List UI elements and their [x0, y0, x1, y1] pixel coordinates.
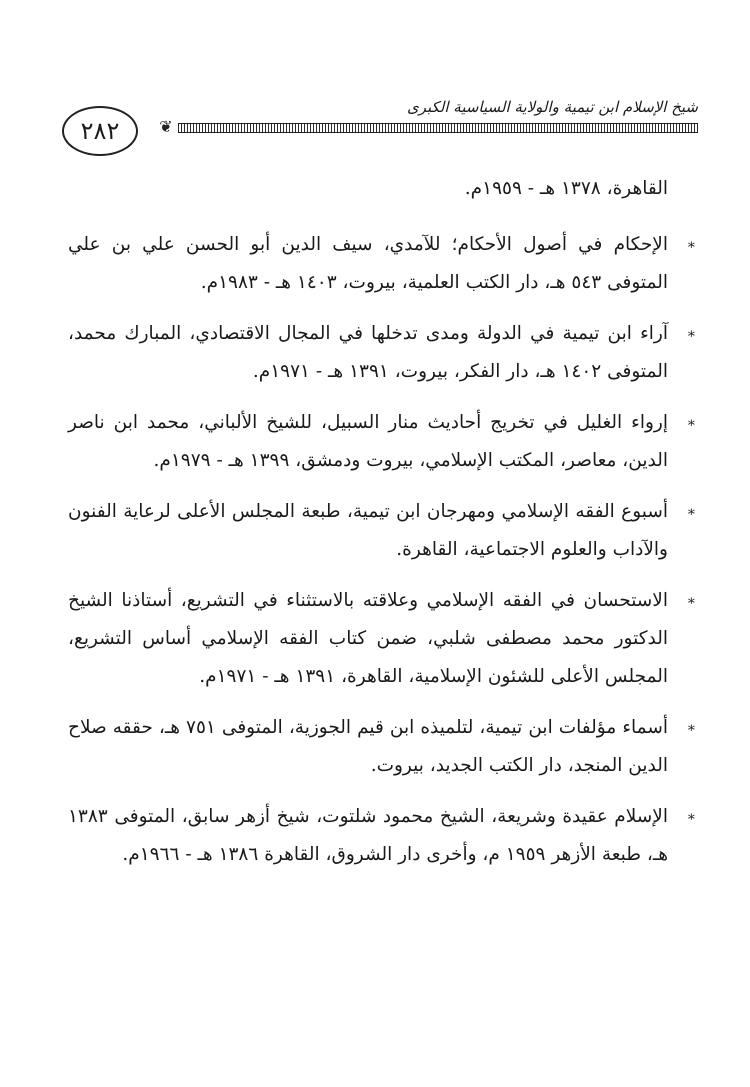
entry-text: الاستحسان في الفقه الإسلامي وعلاقته بالاستثناء في التشريع، أستاذنا الشيخ الدكتور محمد مصطفى شلبي، ضمن كتاب الفقه الإسلامي أساس التشريع، المجلس الأعلى للشئون الإسلامية، القاهرة، ١٣٩١ هـ - ١٩٧١م. [68, 590, 668, 687]
bibliography-entry [68, 226, 696, 302]
page-number: ٢٨٢ [80, 117, 120, 145]
bibliography-entry [68, 798, 696, 874]
bibliography-entry [68, 582, 696, 696]
entry-text: الإحكام في أصول الأحكام؛ للآمدي، سيف الدين أبو الحسن علي بن علي المتوفى ٥٤٣ هـ، دار الكتب العلمية، بيروت، ١٤٠٣ هـ - ١٩٨٣م. [68, 234, 668, 293]
bullet-star-icon: ∗ [686, 504, 696, 520]
page-header [58, 92, 698, 166]
entry-text: آراء ابن تيمية في الدولة ومدى تدخلها في المجال الاقتصادي، المبارك محمد، المتوفى ١٤٠٢ هـ، دار الفكر، بيروت، ١٣٩١ هـ - ١٩٧١م. [68, 323, 668, 382]
bullet-star-icon: ∗ [686, 720, 696, 736]
running-title: شيخ الإسلام ابن تيمية والولاية السياسية الكبرى [406, 98, 698, 116]
bibliography-entry-continued [68, 170, 668, 208]
bibliography-entry [68, 315, 696, 391]
bibliography-entry [68, 709, 696, 785]
entry-text: أسبوع الفقه الإسلامي ومهرجان ابن تيمية، طبعة المجلس الأعلى لرعاية الفنون والآداب والعلوم الاجتماعية، القاهرة. [68, 501, 668, 560]
bullet-star-icon: ∗ [686, 415, 696, 431]
bibliography-list [68, 170, 696, 887]
entry-text: القاهرة، ١٣٧٨ هـ - ١٩٥٩م. [464, 178, 668, 199]
bullet-star-icon: ∗ [686, 326, 696, 342]
bullet-star-icon: ∗ [686, 593, 696, 609]
bullet-star-icon: ∗ [686, 237, 696, 253]
bullet-star-icon: ∗ [686, 809, 696, 825]
bibliography-entry [68, 404, 696, 480]
page-number-badge [62, 106, 138, 156]
ornament-icon: ❦ [159, 117, 173, 136]
entry-text: أسماء مؤلفات ابن تيمية، لتلميذه ابن قيم الجوزية، المتوفى ٧٥١ هـ، حققه صلاح الدين المنجد، دار الكتب الجديد، بيروت. [68, 717, 668, 776]
bibliography-entry [68, 493, 696, 569]
entry-text: الإسلام عقيدة وشريعة، الشيخ محمود شلتوت، شيخ أزهر سابق، المتوفى ١٣٨٣ هـ، طبعة الأزهر ١٩٥٩ م، وأخرى دار الشروق، القاهرة ١٣٨٦ هـ - ١٩٦٦م. [68, 806, 668, 865]
header-rule [178, 123, 698, 133]
entry-text: إرواء الغليل في تخريج أحاديث منار السبيل، للشيخ الألباني، محمد ابن ناصر الدين، معاصر، المكتب الإسلامي، بيروت ودمشق، ١٣٩٩ هـ - ١٩٧٩م. [68, 412, 668, 471]
